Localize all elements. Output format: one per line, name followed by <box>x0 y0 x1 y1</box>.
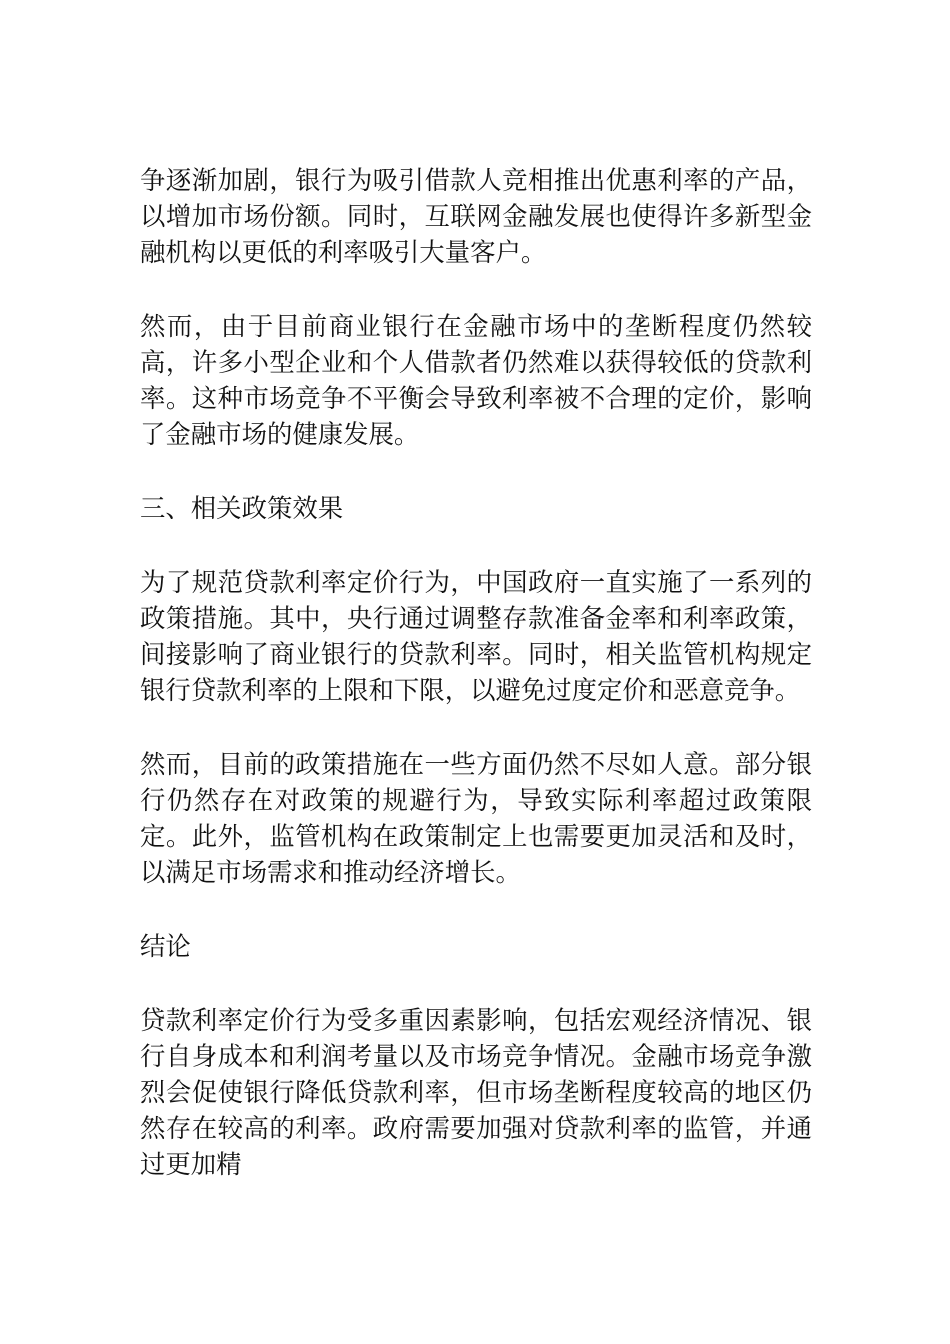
paragraph-policy-shortcomings: 然而，目前的政策措施在一些方面仍然不尽如人意。部分银行仍然存在对政策的规避行为，导致实际利率超过政策限定。此外，监管机构在政策制定上也需要更加灵活和及时，以满足市场需求和推动经济增长。 <box>140 749 812 887</box>
paragraph-policy-measures: 为了规范贷款利率定价行为，中国政府一直实施了一系列的政策措施。其中，央行通过调整存款准备金率和利率政策，间接影响了商业银行的贷款利率。同时，相关监管机构规定银行贷款利率的上限和下限，以避免过度定价和恶意竞争。 <box>140 567 812 705</box>
section-heading-conclusion: 结论 <box>140 931 191 961</box>
section-heading-policy-effects: 三、相关政策效果 <box>140 493 344 523</box>
document-body <box>140 162 812 1220</box>
paragraph-market-competition: 争逐渐加剧，银行为吸引借款人竞相推出优惠利率的产品，以增加市场份额。同时，互联网金融发展也使得许多新型金融机构以更低的利率吸引大量客户。 <box>140 165 812 267</box>
paragraph-conclusion: 贷款利率定价行为受多重因素影响，包括宏观经济情况、银行自身成本和利润考量以及市场竞争情况。金融市场竞争激烈会促使银行降低贷款利率，但市场垄断程度较高的地区仍然存在较高的利率。政府需要加强对贷款利率的监管，并通过更加精 <box>140 1005 812 1179</box>
paragraph-monopoly-impact: 然而，由于目前商业银行在金融市场中的垄断程度仍然较高，许多小型企业和个人借款者仍然难以获得较低的贷款利率。这种市场竞争不平衡会导致利率被不合理的定价，影响了金融市场的健康发展。 <box>140 311 812 449</box>
